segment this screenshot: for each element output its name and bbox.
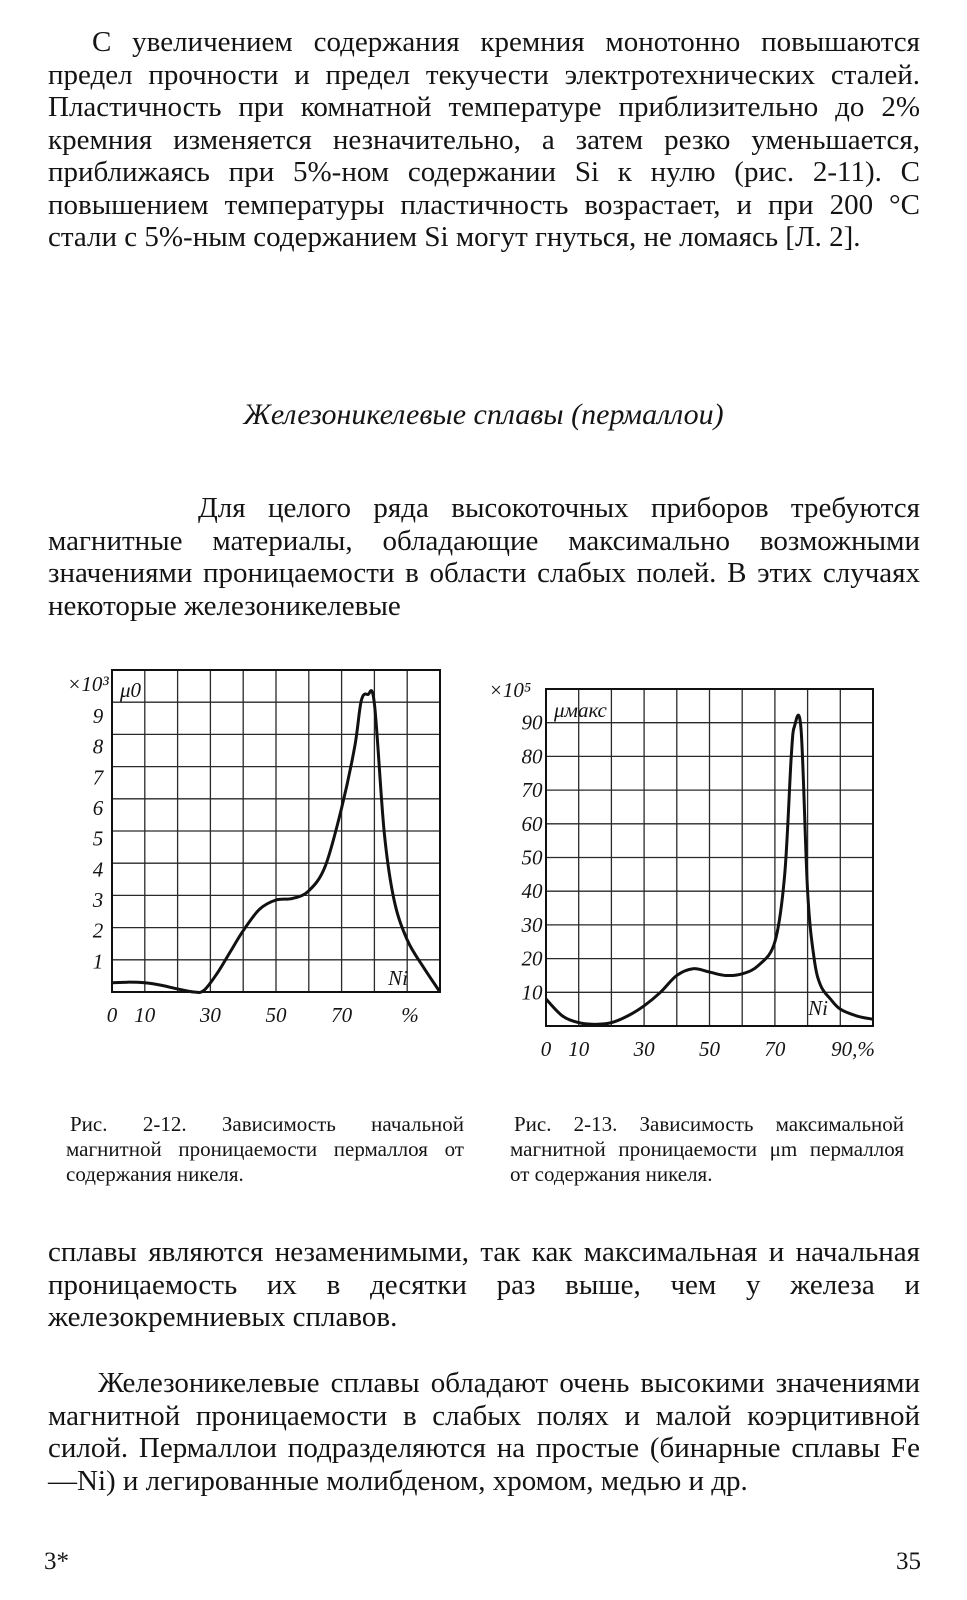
- grid: [112, 670, 440, 992]
- y-tick-label: 3: [92, 888, 104, 912]
- x-tick-label: 0: [106, 1003, 118, 1027]
- paragraph-silicon-steel: С увеличением содержания кремния монотонно повышаются предел прочности и предел текучести электротехнических сталей. Пластичность при комнатной температуре приблизительно до 2% кремния изменяется незначительно, а затем резко уменьшается, приближаясь при 5%-ном содержании Si к нулю (рис. 2-11). С повышением температуры пластичность возрастает, и при 200 °С стали с 5%-ным содержанием Si могут гнуться, не ломаясь [Л. 2].: [48, 26, 920, 253]
- y-tick-label: 60: [521, 811, 543, 836]
- y-tick-label: 20: [521, 946, 543, 971]
- y-tick-label: 70: [521, 778, 543, 803]
- section-heading: Железоникелевые сплавы (пермаллои): [243, 398, 724, 431]
- x-tick-label: 70: [764, 1037, 786, 1061]
- y-axis-label: μмакс: [554, 698, 607, 722]
- paragraph-permalloy-properties: Железоникелевые сплавы обладают очень высокими значениями магнитной проницаемости в слабых полях и малой коэрцитивной силой. Пермаллои подразделяются на простые (бинарные сплавы Fe—Ni) и легированные молибденом, хромом, медью и др.: [48, 1367, 920, 1497]
- signature-mark: 3*: [44, 1548, 69, 1575]
- y-tick-label: 1: [92, 949, 104, 974]
- x-tick-label: 50: [265, 1003, 287, 1027]
- x-tick-label: 70: [331, 1003, 353, 1027]
- y-tick-label: 7: [92, 765, 104, 790]
- x-tick-label: 10: [568, 1037, 590, 1061]
- x-tick-label: 50: [699, 1037, 720, 1061]
- y-tick-label: 2: [92, 918, 104, 943]
- x-tick-label: 30: [199, 1003, 221, 1027]
- figure-2-13-chart: [470, 655, 910, 1075]
- x-unit-label: %: [401, 1003, 419, 1027]
- figure-2-12-caption: Рис. 2-12. Зависимость начальной магнитной проницаемости пермаллоя от содержания никеля.: [66, 1112, 464, 1186]
- y-tick-label: 10: [521, 980, 543, 1005]
- y-tick-label: 30: [521, 912, 543, 937]
- grid: [546, 689, 873, 1026]
- y-tick-label: 5: [92, 826, 104, 851]
- y-tick-label: 40: [521, 879, 543, 904]
- y-axis-label: μ0: [120, 678, 142, 702]
- y-tick-label: 90: [521, 710, 543, 735]
- y-tick-label: 8: [92, 734, 104, 759]
- x-tick-label: 30: [633, 1037, 655, 1061]
- figure-2-12-chart: [40, 655, 460, 1075]
- x-tick-label: 10: [134, 1003, 156, 1027]
- scale-label: ×10³: [67, 672, 109, 696]
- y-tick-label: 80: [521, 744, 543, 769]
- y-tick-label: 9: [92, 704, 104, 728]
- y-tick-label: 6: [92, 796, 104, 820]
- page-number: 35: [896, 1548, 921, 1575]
- figure-2-13-caption: Рис. 2-13. Зависимость максимальной магнитной проницаемости μm пермаллоя от содержания никеля.: [510, 1112, 904, 1186]
- x-unit-label: 90,%: [831, 1037, 875, 1061]
- paragraph-permalloy-intro: Для целого ряда высокоточных приборов требуются магнитные материалы, обладающие максимально возможными значениями проницаемости в области слабых полей. В этих случаях некоторые железоникелевые: [48, 492, 920, 622]
- series-label: Ni: [388, 966, 408, 990]
- series-label: Ni: [808, 996, 828, 1020]
- y-tick-label: 50: [521, 845, 543, 870]
- paragraph-permeability-comparison: сплавы являются незаменимыми, так как максимальная и начальная проницаемость их в десятки раз выше, чем у железа и железокремниевых сплавов.: [48, 1236, 920, 1333]
- scale-label: ×10⁵: [488, 678, 532, 702]
- x-tick-label: 0: [540, 1037, 552, 1061]
- y-tick-label: 4: [92, 857, 104, 882]
